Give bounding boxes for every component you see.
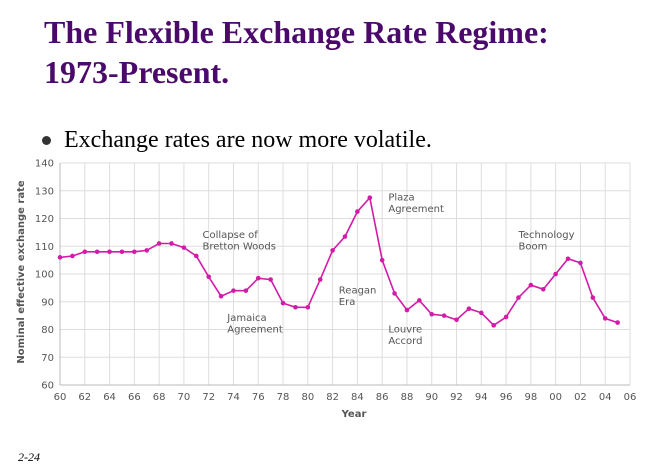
data-point [157,241,162,246]
slide-title-line-2: 1973-Present. [44,54,230,90]
data-point [306,305,311,310]
data-point [144,248,149,253]
data-point [120,250,125,255]
x-tick-label: 00 [549,392,563,403]
x-tick-label: 06 [623,392,637,403]
data-point [367,195,372,200]
x-tick-label: 76 [251,392,265,403]
data-point [293,305,298,310]
data-point [256,276,261,281]
data-point [417,298,422,303]
x-tick-label: 72 [202,392,216,403]
y-tick-label: 60 [41,380,54,392]
data-point [429,312,434,317]
data-point [132,250,137,255]
x-tick-label: 78 [276,392,290,403]
data-point [281,301,286,306]
y-tick-label: 70 [41,352,54,364]
x-tick-label: 98 [524,392,538,403]
y-tick-label: 120 [34,214,54,225]
data-point [70,254,75,259]
data-point [603,316,608,321]
bullet-dot-icon [42,136,51,145]
exchange-rate-line-chart [0,150,648,422]
slide-number: 2-24 [18,450,40,464]
y-tick-label: 140 [34,158,54,170]
data-point [219,294,224,299]
x-tick-label: 90 [425,392,439,403]
chart-grid [60,163,630,385]
x-tick-label: 88 [400,392,414,403]
x-tick-label: 74 [227,392,240,403]
x-tick-label: 96 [499,392,513,403]
y-tick-label: 100 [34,269,54,281]
data-point [244,288,249,293]
chart-annotation: Louvre Accord [388,324,423,347]
data-point [169,241,174,246]
x-tick-label: 70 [177,392,191,403]
data-point [355,209,360,214]
x-tick-label: 02 [574,392,587,403]
data-point [343,234,348,239]
x-tick-label: 60 [53,392,67,403]
slide-title-line-1: The Flexible Exchange Rate Regime: [44,14,549,50]
x-tick-label: 62 [78,392,92,403]
data-point [529,283,534,288]
data-point [491,323,496,328]
y-axis-title: Nominal effective exchange rate [16,180,27,364]
data-point [82,250,87,255]
data-point [467,306,472,311]
data-point [318,277,323,282]
data-point [479,311,484,316]
x-tick-label: 04 [598,392,612,403]
data-point [206,274,211,279]
x-tick-label: 68 [152,392,166,403]
data-point [591,295,596,300]
data-point [553,272,558,277]
data-point [541,287,546,292]
x-tick-label: 92 [450,392,463,403]
y-tick-label: 80 [41,325,54,336]
data-point [58,255,63,260]
data-point [405,308,410,313]
bullet-text: Exchange rates are now more volatile. [64,127,432,153]
data-point [454,317,459,322]
data-point [392,291,397,296]
data-point [330,248,335,253]
data-point [615,320,620,325]
chart-annotation: Collapse of Bretton Woods [202,229,276,253]
x-tick-label: 94 [474,392,488,403]
data-point [107,250,112,255]
x-tick-label: 66 [127,392,141,403]
chart-annotation: Jamaica Agreement [227,313,283,336]
chart-annotation: Plaza Agreement [388,192,444,215]
data-point [380,258,385,263]
y-tick-label: 90 [41,297,54,309]
data-point [442,313,447,318]
x-tick-label: 80 [301,392,315,403]
y-tick-label: 130 [34,186,54,198]
x-tick-label: 64 [103,392,116,403]
data-point [182,245,187,250]
y-tick-label: 110 [34,241,54,253]
data-point [194,254,199,259]
data-point [578,261,583,266]
data-point [231,288,236,293]
x-axis-title: Year [341,409,367,420]
data-point [268,277,273,282]
x-tick-label: 82 [326,392,339,403]
data-point [566,256,571,261]
data-point [95,250,100,255]
chart-annotation: Technology Boom [518,229,575,253]
chart-annotation: Reagan Era [338,285,377,308]
y-axis-ticks [35,159,54,392]
data-point [516,295,521,300]
x-tick-label: 84 [351,392,364,403]
x-axis-ticks [54,392,637,403]
slide-title [44,12,634,92]
data-point [504,315,509,320]
x-tick-label: 86 [375,392,389,403]
